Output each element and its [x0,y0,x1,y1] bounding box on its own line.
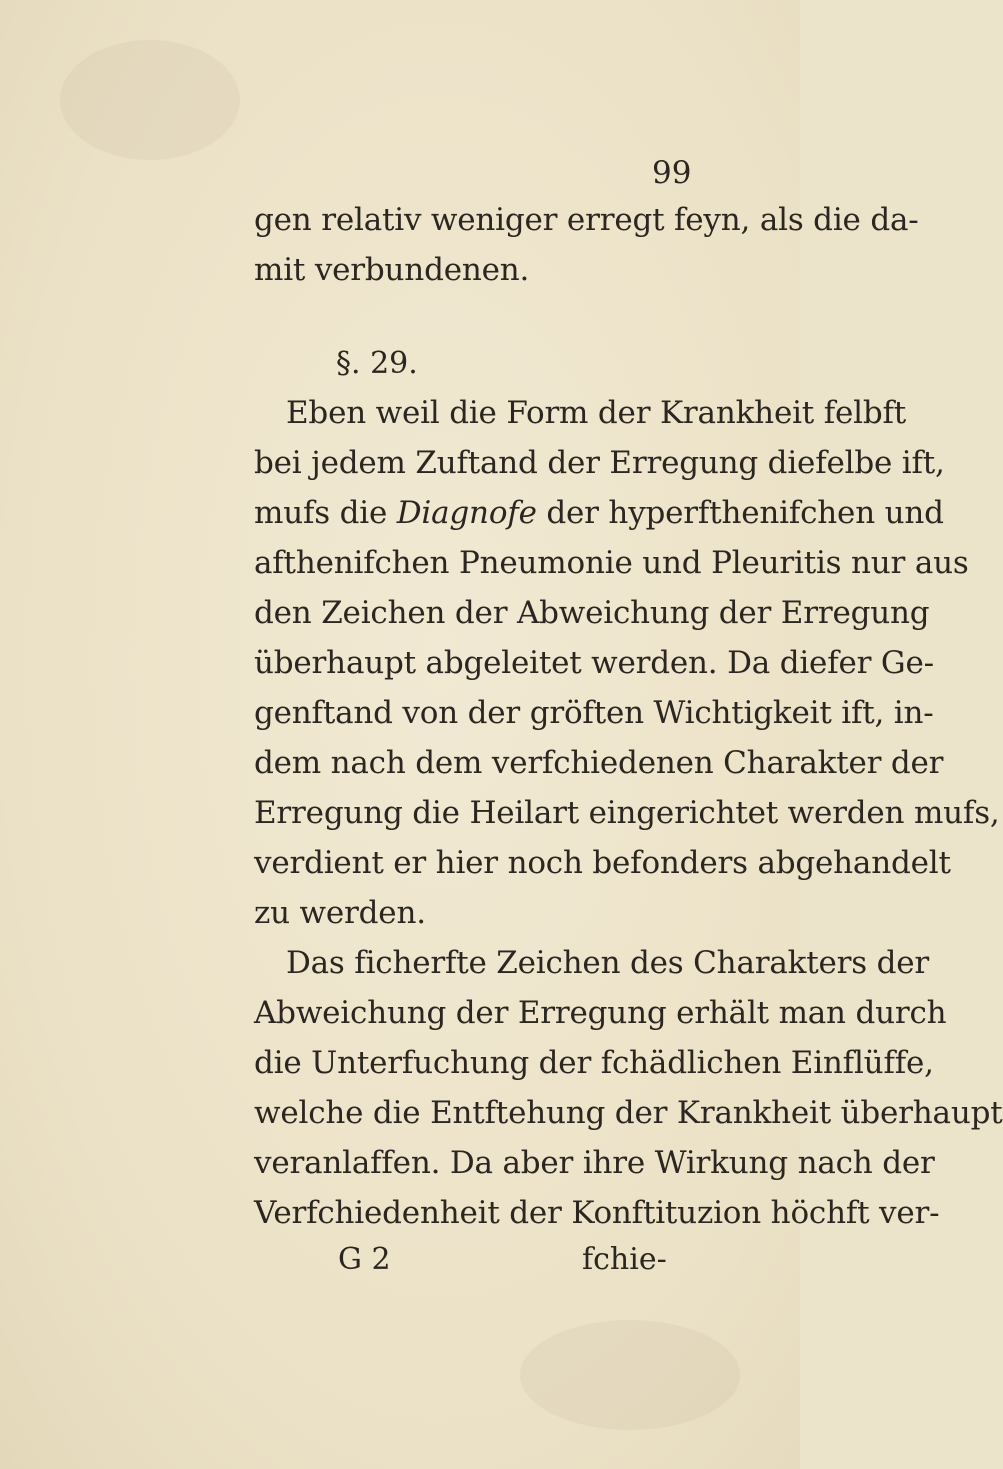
text-line: verdient er hier noch befonders abgehandelt [254,845,951,881]
paper-stain [520,1320,740,1430]
section-heading: §. 29. [336,346,418,381]
text-line: zu werden. [254,895,426,931]
text-line: afthenifchen Pneumonie und Pleuritis nur aus [254,545,969,581]
text-line: Eben weil die Form der Krankheit felbft [286,395,907,431]
signature-mark: G 2 [338,1242,391,1277]
text-line: überhaupt abgeleitet werden. Da diefer Ge- [254,645,934,681]
text-line: den Zeichen der Abweichung der Erregung [254,595,930,631]
text-line: mufs die Diagnofe der hyperfthenifchen und [254,495,944,531]
catchword: fchie- [582,1242,667,1277]
text-line: bei jedem Zuftand der Erregung diefelbe ift, [254,445,945,481]
text-line: welche die Entftehung der Krankheit überhaupt [254,1095,1003,1131]
text-line: veranlaffen. Da aber ihre Wirkung nach der [254,1145,935,1181]
text-line: genftand von der gröften Wichtigkeit ift, in- [254,695,934,731]
text-line: Verfchiedenheit der Konftituzion höchft ver- [254,1195,940,1231]
page-number: 99 [652,155,692,191]
text-line: gen relativ weniger erregt feyn, als die da- [254,202,919,238]
text-line: dem nach dem verfchiedenen Charakter der [254,745,944,781]
text-line: die Unterfuchung der fchädlichen Einflüffe, [254,1045,934,1081]
text-line: Das ficherfte Zeichen des Charakters der [286,945,930,981]
italic-term: Diagnofe [396,495,537,531]
text-line: Erregung die Heilart eingerichtet werden mufs, [254,795,1000,831]
text-line: Abweichung der Erregung erhält man durch [254,995,947,1031]
paper-stain [60,40,240,160]
text-line: mit verbundenen. [254,252,530,288]
